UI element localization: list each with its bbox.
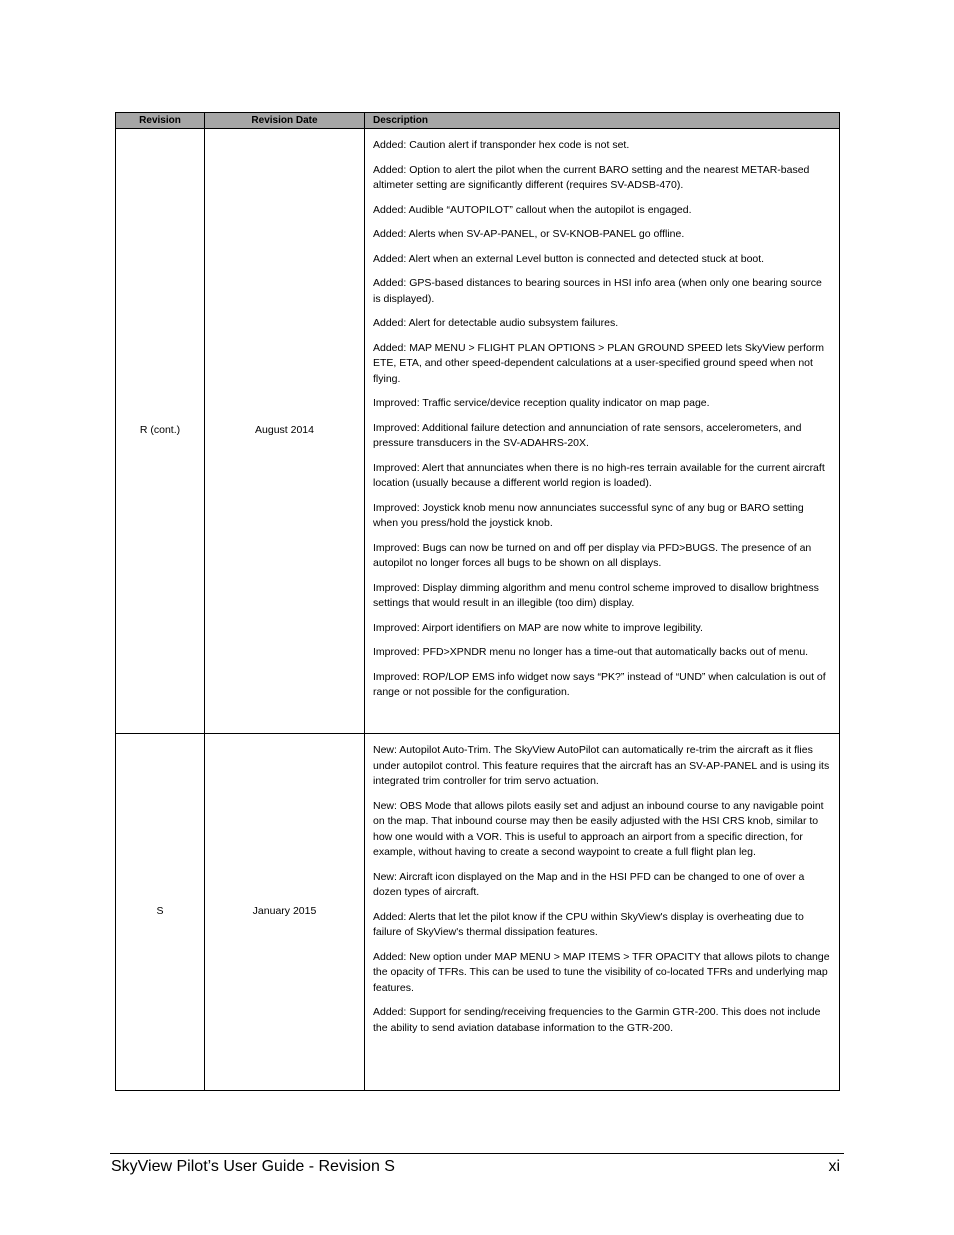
description-entry: Improved: Display dimming algorithm and menu control scheme improved to disallow brightness settings that would result in an illegible (too dim) display. <box>373 581 819 609</box>
description-entry: Improved: PFD>XPNDR menu no longer has a time-out that automatically backs out of menu. <box>373 646 809 658</box>
description-entry: Added: Alert when an external Level button is connected and detected stuck at boot. <box>373 252 765 265</box>
description-entry: Added: Audible “AUTOPILOT” callout when the autopilot is engaged. <box>373 203 692 216</box>
revision-cell: S <box>116 734 205 1091</box>
description-entry: Added: Support for sending/receiving frequencies to the Garmin GTR-200. This does not include the ability to send aviation database information to the GTR-200. <box>373 1006 821 1034</box>
description-entry: New: Aircraft icon displayed on the Map and in the HSI PFD can be changed to one of over a dozen types of aircraft. <box>373 870 805 898</box>
description-entry: Added: Alerts when SV-AP-PANEL, or SV-KNOB-PANEL go offline. <box>373 228 685 240</box>
table-row <box>116 129 840 734</box>
revision-cell: R (cont.) <box>116 129 205 734</box>
description-cell <box>365 129 840 734</box>
revision-history-table <box>115 112 840 1091</box>
revision-date-cell: January 2015 <box>205 734 365 1091</box>
footer-divider <box>110 1153 844 1154</box>
description-entry: Added: New option under MAP MENU > MAP ITEMS > TFR OPACITY that allows pilots to change the opacity of TFRs. This can be used to tune the visibility of co-located TFRs and underlying map features. <box>373 950 830 994</box>
description-entry: Improved: Alert that annunciates when there is no high-res terrain available for the current aircraft location (usually because a different world region is loaded). <box>373 461 825 489</box>
description-entry: Added: Caution alert if transponder hex code is not set. <box>373 139 630 151</box>
description-entry: Improved: ROP/LOP EMS info widget now says “PK?” instead of “UND” when calculation is out of range or not possible for the configuration. <box>373 670 826 698</box>
description-entry: New: OBS Mode that allows pilots easily set and adjust an inbound course to any navigable point on the map. That inbound course may then be easily adjusted with the HSI CRS knob, similar to how one would with a VOR. This is useful to approach an airport from a specific direction, for example, without having to create a second waypoint to create a full flight plan leg. <box>373 799 824 858</box>
description-entry: Improved: Additional failure detection and annunciation of rate sensors, accelerometers, and pressure transducers in the SV-ADAHRS-20X. <box>373 421 802 449</box>
footer-page-number: xi <box>828 1158 840 1175</box>
description-cell <box>365 734 840 1091</box>
description-entry: Improved: Joystick knob menu now annunciates successful sync of any bug or BARO setting when you press/hold the joystick knob. <box>373 501 804 529</box>
revision-date-cell: August 2014 <box>205 129 365 734</box>
header-revision-date: Revision Date <box>205 113 365 129</box>
description-entry: Improved: Bugs can now be turned on and off per display via PFD>BUGS. The presence of an autopilot no longer forces all bugs to be shown on all displays. <box>373 541 812 569</box>
description-entry: Improved: Traffic service/device reception quality indicator on map page. <box>373 397 710 409</box>
description-entry: Added: Alert for detectable audio subsystem failures. <box>373 317 619 329</box>
footer-document-title: SkyView Pilot’s User Guide - Revision S <box>111 1158 395 1175</box>
description-entry: New: Autopilot Auto-Trim. The SkyView AutoPilot can automatically re-trim the aircraft as it flies under autopilot control. This feature requires that the aircraft has an SV-AP-PANEL and is using its integrated trim controller for trim servo actuation. <box>373 744 830 787</box>
description-entry: Added: Option to alert the pilot when the current BARO setting and the nearest METAR-based altimeter setting are significantly different (requires SV-ADSB-470). <box>373 163 810 191</box>
description-entry: Added: GPS-based distances to bearing sources in HSI info area (when only one bearing source is displayed). <box>373 277 822 305</box>
description-entry: Improved: Airport identifiers on MAP are now white to improve legibility. <box>373 621 703 634</box>
table-header-row <box>116 113 840 129</box>
description-entry: Added: MAP MENU > FLIGHT PLAN OPTIONS > PLAN GROUND SPEED lets SkyView perform ETE, ETA, and other speed-dependent calculations at a user-specified ground speed when not flying. <box>373 341 825 385</box>
table-row <box>116 734 840 1091</box>
header-revision: Revision <box>116 113 205 129</box>
description-entry: Added: Alerts that let the pilot know if the CPU within SkyView's display is overheating due to failure of SkyView's thermal dissipation features. <box>373 910 804 938</box>
header-description: Description <box>365 113 840 129</box>
